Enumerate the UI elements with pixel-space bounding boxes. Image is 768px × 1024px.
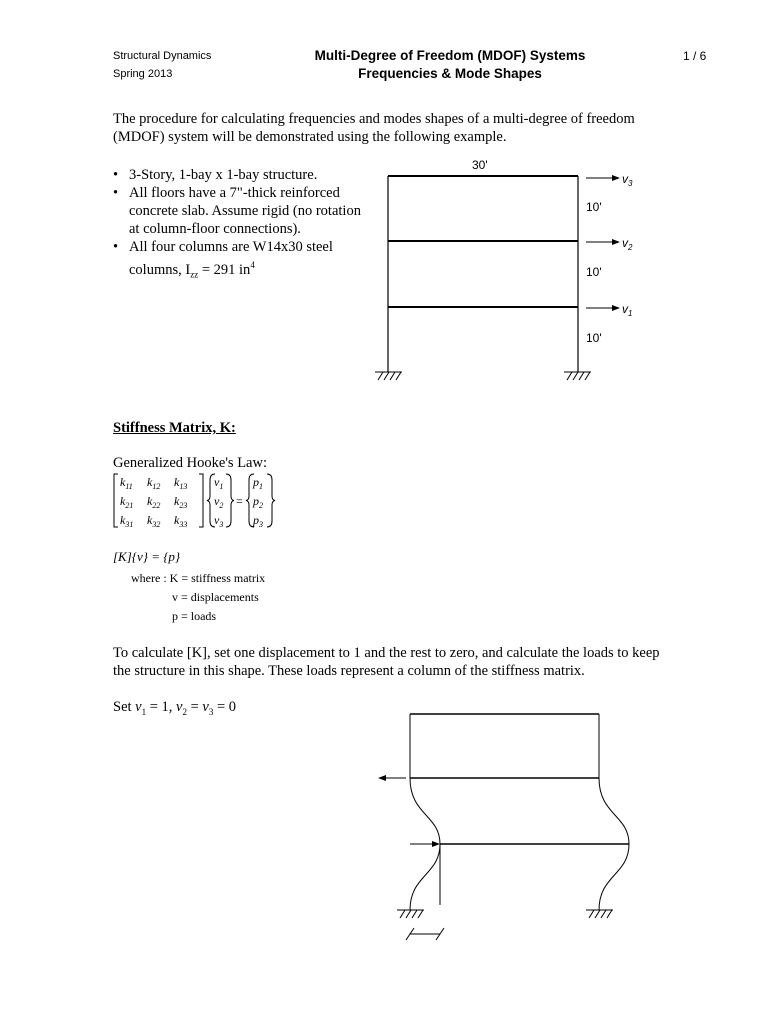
bullet-floors-text: All floors have a 7"-thick reinforced concrete slab. Assume rigid (no rotation at column-floor connections). (129, 185, 361, 237)
p1-entry: $p_1$ (253, 475, 263, 491)
section-title-stiffness: Stiffness Matrix, K: (113, 420, 236, 436)
intro-paragraph: The procedure for calculating frequencies and modes shapes of a multi-degree of freedom (MDOF) system will be demonstrated using the following example. (113, 111, 635, 145)
p2-entry: $p_2$ (253, 494, 263, 510)
set-v3-sub: 3 (208, 706, 214, 717)
deformed-left-col-mid (410, 778, 440, 844)
left-support (375, 372, 402, 380)
bullet-list (113, 166, 363, 284)
set-eq1: = 1, (146, 699, 177, 715)
dof-v3-label: $v_3$ (622, 172, 633, 188)
k23: $k_{23}$ (174, 494, 188, 510)
span-label: 30' (472, 158, 488, 172)
set-displacement-line (113, 698, 236, 721)
bullet-structure (113, 166, 363, 184)
k-left-bracket (114, 474, 118, 527)
k31: $k_{31}$ (120, 513, 134, 529)
v-right-brace (226, 474, 234, 527)
course-name: Structural Dynamics (113, 50, 212, 62)
deformed-right-support (586, 910, 613, 918)
right-support (564, 372, 591, 380)
bullet-floors (113, 184, 363, 238)
dof-v1-label: $v_1$ (622, 302, 633, 318)
p-right-brace (267, 474, 275, 527)
where-k: where : K = stiffness matrix (131, 571, 266, 585)
page-title: Multi-Degree of Freedom (MDOF) Systems (314, 48, 586, 63)
v1-arrowhead (612, 305, 620, 311)
v2-entry: $v_2$ (214, 494, 224, 510)
k13: $k_{13}$ (174, 475, 188, 491)
hooke-matrix-equation (110, 470, 280, 532)
hooke-label: Generalized Hooke's Law: (113, 455, 267, 471)
bullet-columns-value: = 291 in (198, 261, 251, 278)
deformed-left-col-bot (410, 844, 440, 910)
izz-subscript: zz (190, 269, 199, 280)
where-v: v = displacements (172, 590, 259, 604)
set-v1: v (135, 699, 142, 715)
dof-v2-label: $v_2$ (622, 236, 633, 252)
k32: $k_{32}$ (147, 513, 161, 529)
height-label-3: 10' (586, 200, 602, 214)
load-arrowhead-right (432, 841, 440, 847)
procedure-paragraph: To calculate [K], set one displacement to 1 and the rest to zero, and calculate the loads to keep the structure in this shape. These loads represent a column of the stiffness matrix. (113, 645, 660, 679)
v1-entry: $v_1$ (214, 475, 224, 491)
bullet-columns (113, 238, 363, 284)
v2-arrowhead (612, 239, 620, 245)
set-v2: v (176, 699, 183, 715)
term: Spring 2013 (113, 68, 173, 80)
load-arrowhead-left (378, 775, 386, 781)
bullet-structure-text: 3-Story, 1-bay x 1-bay structure. (129, 167, 318, 183)
set-v3: v (202, 699, 209, 715)
set-eq3: = 0 (213, 699, 237, 715)
p3-entry: $p_3$ (253, 513, 263, 529)
set-v1-sub: 1 (141, 706, 147, 717)
k-right-bracket (199, 474, 203, 527)
deformed-right-col-mid (599, 778, 629, 844)
deformed-frame-figure (370, 705, 640, 945)
v3-arrowhead (612, 175, 620, 181)
compact-equation: [K]{v} = {p} (113, 549, 181, 564)
height-label-2: 10' (586, 265, 602, 279)
set-prefix: Set (113, 699, 136, 715)
where-p: p = loads (172, 609, 217, 623)
height-label-1: 10' (586, 331, 602, 345)
equals-sign: = (236, 494, 243, 508)
deformed-left-support (397, 910, 424, 918)
k22: $k_{22}$ (147, 494, 161, 510)
k12: $k_{12}$ (147, 475, 161, 491)
set-v2-sub: 2 (182, 706, 187, 717)
k21: $k_{21}$ (120, 494, 134, 510)
bullet-columns-text: All four columns are W14x30 steel columns, I (129, 239, 333, 278)
set-eq2: = (186, 699, 203, 715)
v3-entry: $v_3$ (214, 513, 224, 529)
in4-superscript: 4 (250, 260, 255, 270)
k33: $k_{33}$ (174, 513, 188, 529)
frame-figure (360, 150, 660, 390)
page-subtitle: Frequencies & Mode Shapes (358, 66, 542, 81)
deformed-right-col-bot (599, 844, 629, 910)
k11: $k_{11}$ (120, 475, 133, 491)
page-number: 1 / 6 (683, 49, 707, 63)
